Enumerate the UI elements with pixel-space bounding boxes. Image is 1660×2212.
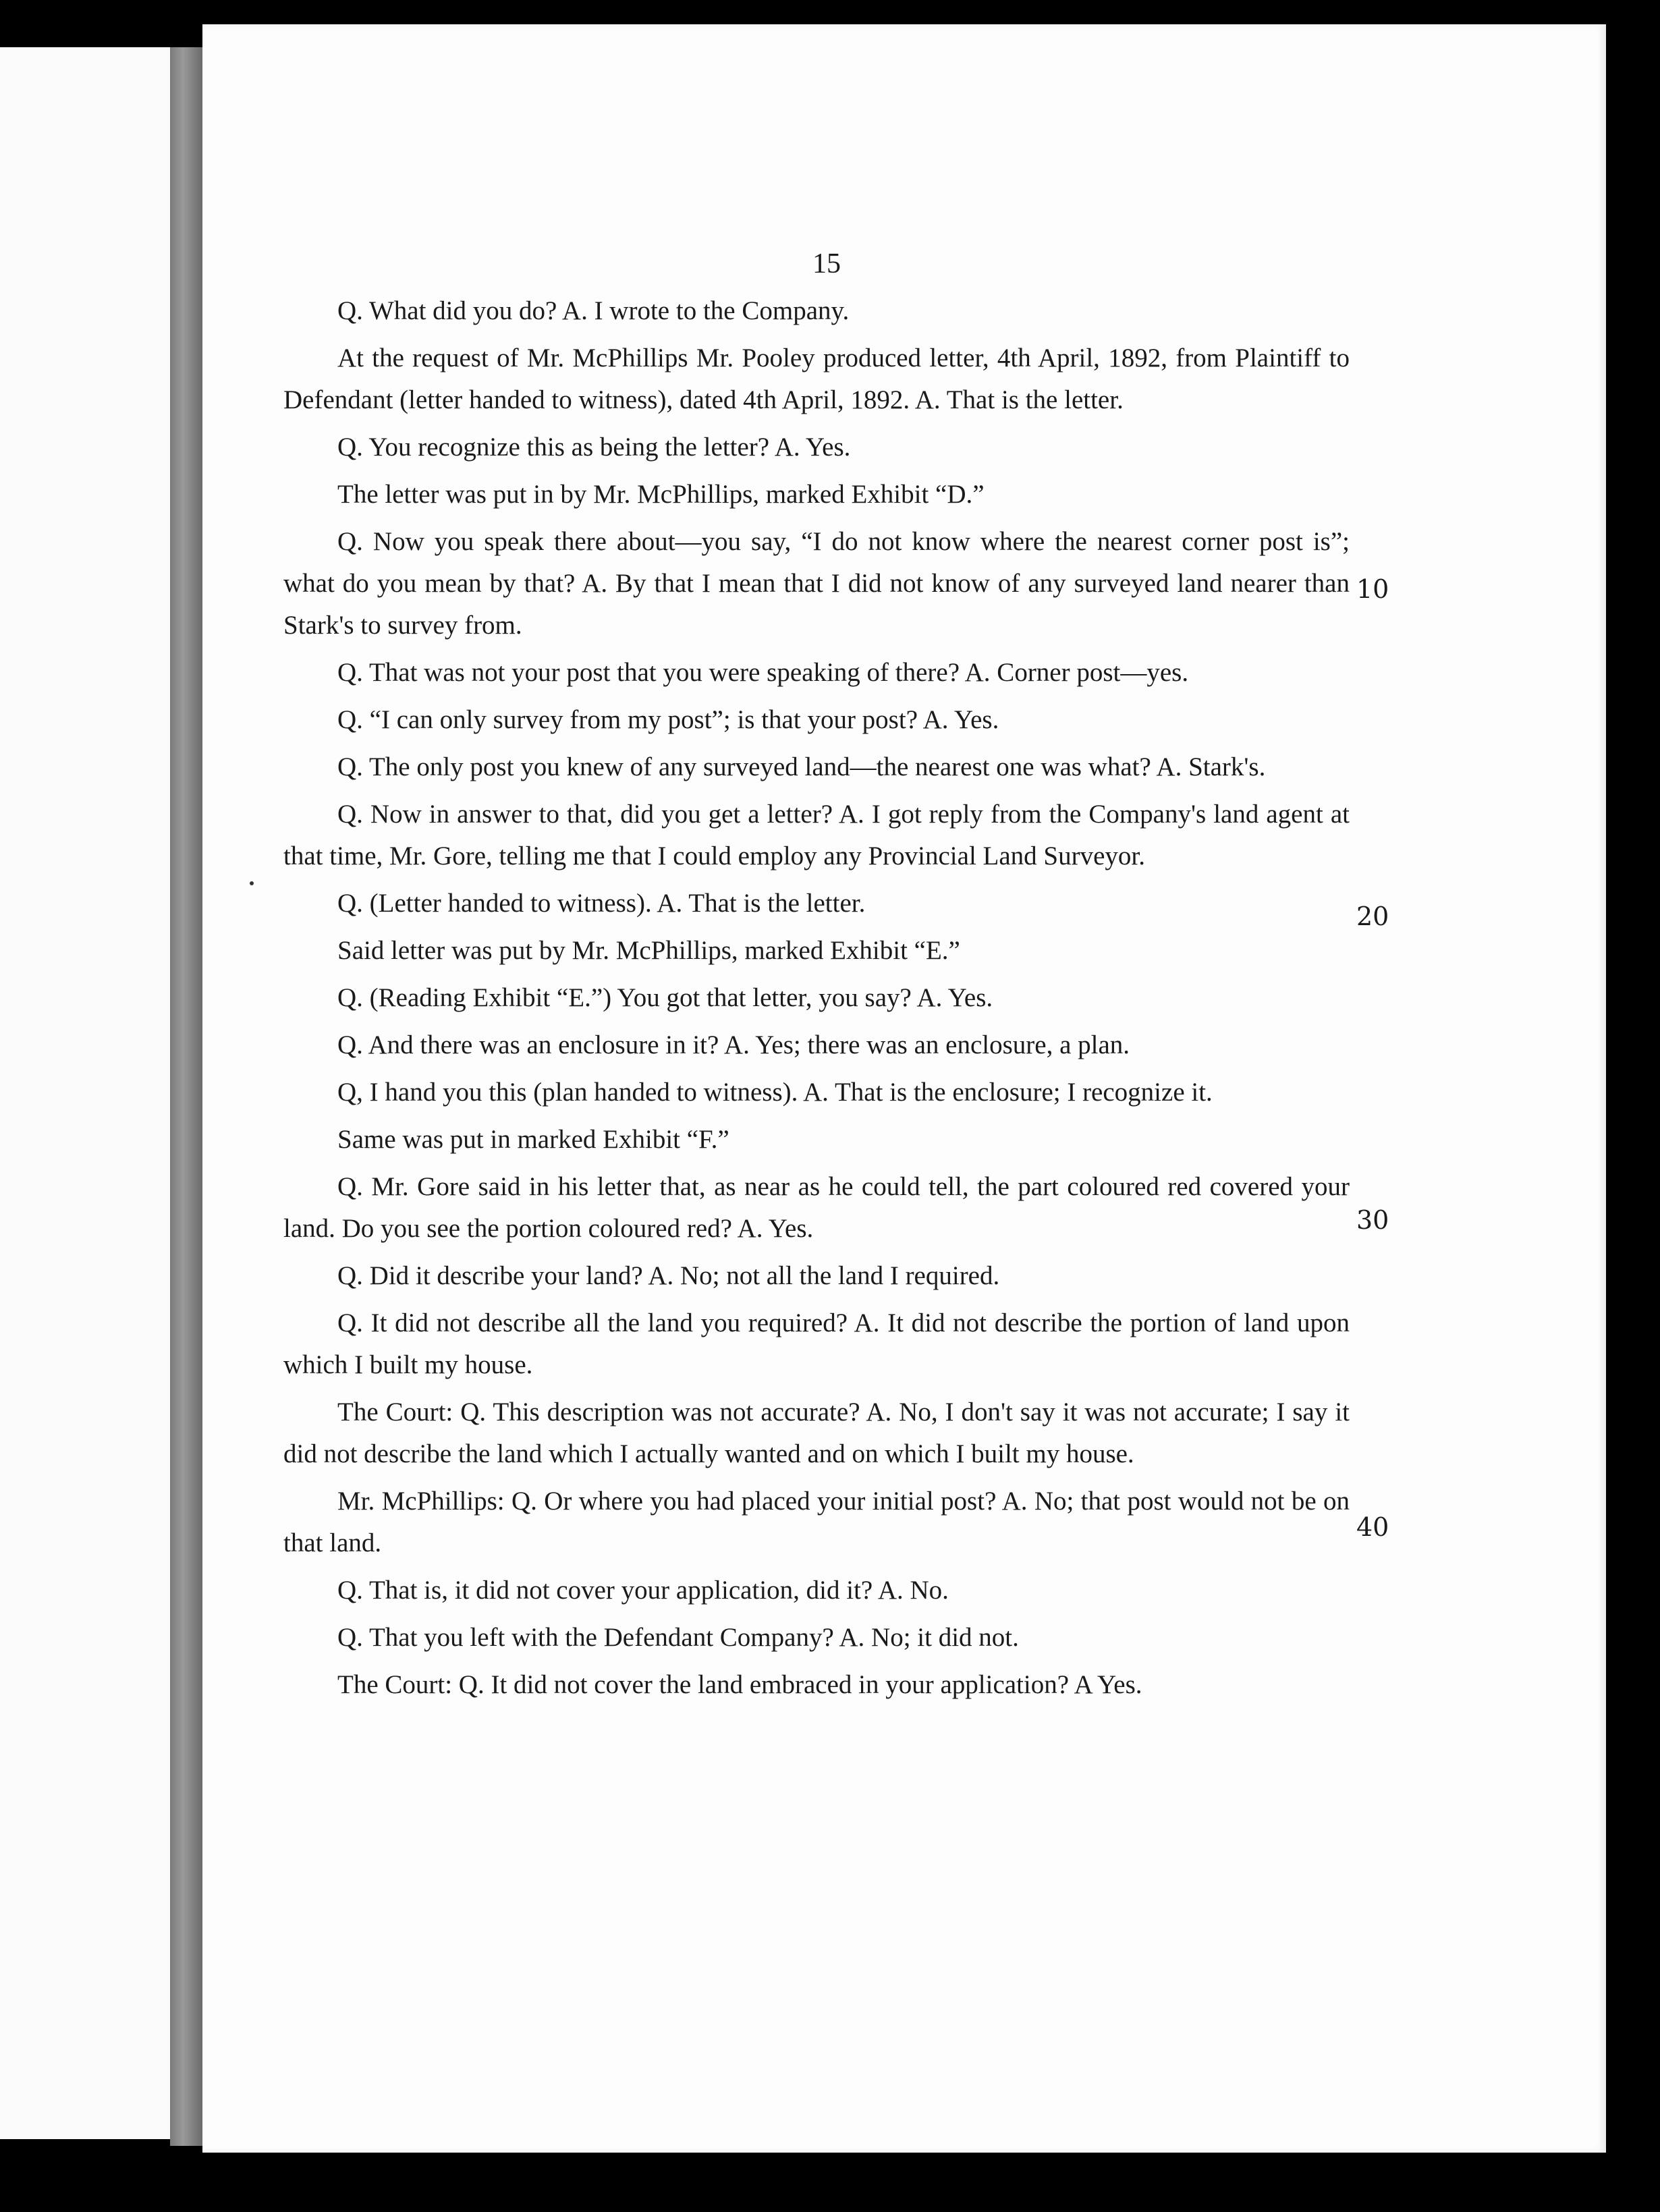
margin-mark — [250, 881, 254, 885]
paragraph: Q. Now in answer to that, did you get a letter? A. I got reply from the Company's land agent at that time, Mr. Gore, telling me that I could employ any Provincial Land Surveyor. — [283, 800, 1350, 870]
paragraph: The Court: Q. It did not cover the land embraced in your application? A Yes. — [337, 1670, 1142, 1699]
paragraph: At the request of Mr. McPhillips Mr. Pooley produced letter, 4th April, 1892, from Plaintiff to Defendant (letter handed to witness), dated 4th April, 1892. A. That is the letter. — [283, 343, 1350, 414]
line-number: 10 — [1356, 574, 1389, 604]
paragraph: Q. “I can only survey from my post”; is that your post? A. Yes. — [337, 705, 999, 734]
paragraph: Q. Did it describe your land? A. No; not all the land I required. — [337, 1261, 1000, 1290]
paragraph: Same was put in marked Exhibit “F.” — [337, 1125, 729, 1154]
document-page — [202, 24, 1606, 2153]
line-number: 30 — [1356, 1205, 1389, 1235]
page-content — [283, 247, 1350, 1711]
line-number: 20 — [1356, 902, 1389, 931]
paragraph: Q. (Letter handed to witness). A. That is the letter. — [337, 889, 866, 918]
paragraph: Q. (Reading Exhibit “E.”) You got that letter, you say? A. Yes. — [337, 983, 993, 1012]
left-page-edge — [0, 47, 170, 2139]
paragraph: Mr. McPhillips: Q. Or where you had placed your initial post? A. No; that post would not be on that land. — [283, 1487, 1350, 1557]
paragraph: Q. That is, it did not cover your application, did it? A. No. — [337, 1576, 949, 1605]
page-number: 15 — [812, 248, 841, 279]
paragraph: The Court: Q. This description was not accurate? A. No, I don't say it was not accurate; I say it did not describe the land which I actually wanted and on which I built my house. — [283, 1398, 1350, 1468]
paragraph: Q. Now you speak there about—you say, “I do not know where the nearest corner post is”; what do you mean by that? A. By that I mean that I did not know of any surveyed land nearer than Stark's to survey from. — [283, 527, 1350, 640]
paragraph: The letter was put in by Mr. McPhillips, marked Exhibit “D.” — [337, 480, 985, 509]
paragraph: Q. And there was an enclosure in it? A. Yes; there was an enclosure, a plan. — [337, 1030, 1130, 1059]
line-number: 40 — [1356, 1512, 1389, 1542]
paragraph: Said letter was put by Mr. McPhillips, marked Exhibit “E.” — [337, 936, 960, 965]
paragraph: Q, I hand you this (plan handed to witness). A. That is the enclosure; I recognize it. — [337, 1078, 1213, 1107]
paragraph: Q. That was not your post that you were speaking of there? A. Corner post—yes. — [337, 658, 1189, 687]
paragraph: Q. You recognize this as being the letter? A. Yes. — [337, 433, 851, 462]
paragraph: Q. That you left with the Defendant Company? A. No; it did not. — [337, 1623, 1019, 1652]
book-spine — [170, 47, 202, 2146]
paragraph: Q. The only post you knew of any surveyed land—the nearest one was what? A. Stark's. — [337, 752, 1266, 781]
paragraph: Q. It did not describe all the land you required? A. It did not describe the portion of land upon which I built my house. — [283, 1308, 1350, 1379]
paragraph: Q. What did you do? A. I wrote to the Company. — [337, 296, 850, 325]
paragraph: Q. Mr. Gore said in his letter that, as near as he could tell, the part coloured red covered your land. Do you see the portion coloured red? A. Yes. — [283, 1172, 1350, 1243]
